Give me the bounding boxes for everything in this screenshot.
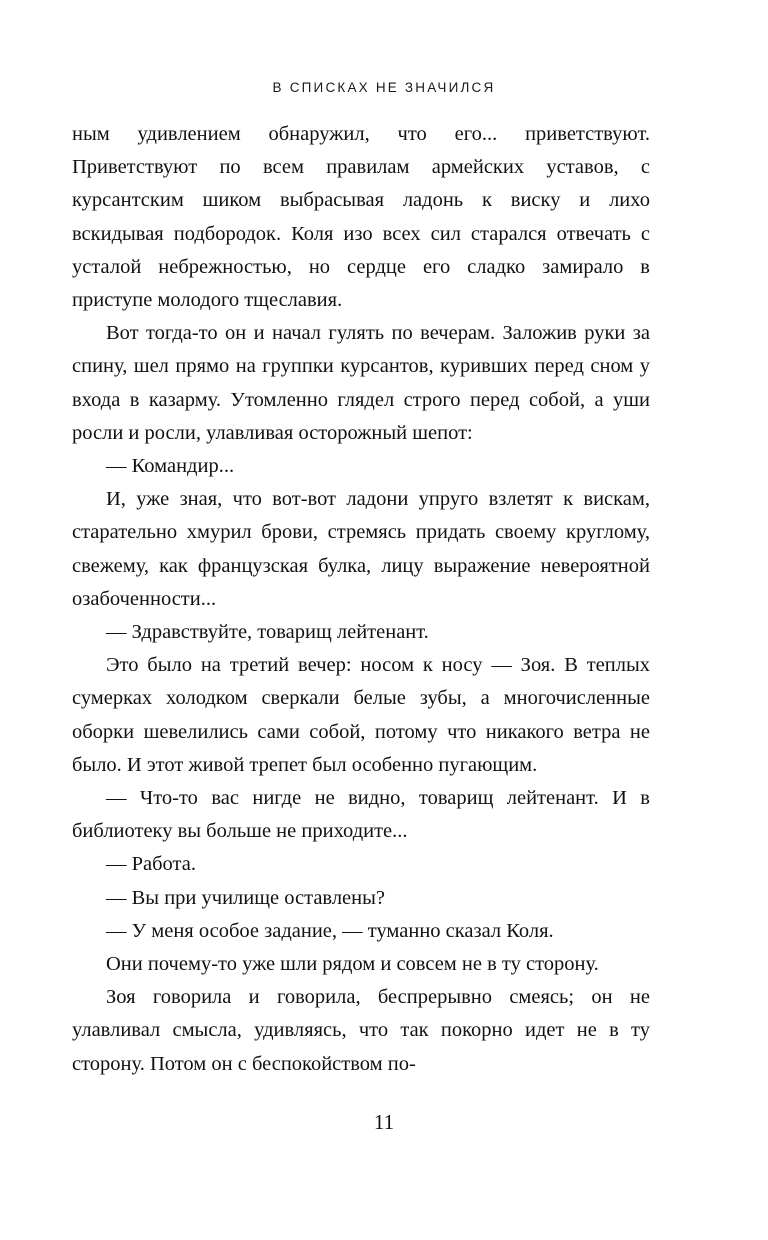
- paragraph: — Командир...: [106, 455, 235, 478]
- paragraph: — Здравствуйте, товарищ лейтенант.: [106, 621, 429, 644]
- paragraph: Вот тогда-то он и начал гулять по вечерам. Заложив руки за спину, шел прямо на группки курсантов, куривших перед сном у входа в казарму. Утомленно глядел строго перед собой, а уши росли и росли, улавливая осторожный шепот:: [72, 322, 650, 444]
- paragraph: Зоя говорила и говорила, беспрерывно смеясь; он не улавливал смысла, удивляясь, что так покорно идет не в ту сторону. Потом он с беспокойством по-: [72, 986, 650, 1075]
- paragraph: — Вы при училище оставлены?: [106, 886, 386, 909]
- paragraph: — Что-то вас нигде не видно, товарищ лейтенант. И в библиотеку вы больше не приходите...: [72, 787, 650, 843]
- paragraph: Они почему-то уже шли рядом и совсем не в ту сторону.: [106, 953, 599, 976]
- body-text: [72, 118, 650, 1081]
- paragraph: Это было на третий вечер: носом к носу — Зоя. В теплых сумерках холодком сверкали белые зубы, а многочисленные оборки шевелились сами собой, потому что никакого ветра не было. И этот живой трепет был особенно пугающим.: [72, 654, 650, 776]
- paragraph: И, уже зная, что вот-вот ладони упруго взлетят к вискам, старательно хмурил брови, стремясь придать своему круглому, свежему, как французская булка, лицу выражение невероятной озабоченности...: [72, 488, 650, 610]
- paragraph: — У меня особое задание, — туманно сказал Коля.: [106, 919, 554, 942]
- page-number: 11: [373, 1110, 395, 1134]
- running-head: В СПИСКАХ НЕ ЗНАЧИЛСЯ: [272, 80, 496, 95]
- paragraph: — Работа.: [106, 853, 196, 876]
- paragraph: ным удивлением обнаружил, что его... приветствуют. Приветствуют по всем правилам армейских уставов, с курсантским шиком выбрасывая ладонь к виску и лихо вскидывая подбородок. Коля изо всех сил старался отвечать с усталой небрежностью, но сердце его сладко замирало в приступе молодого тщеславия.: [72, 123, 650, 312]
